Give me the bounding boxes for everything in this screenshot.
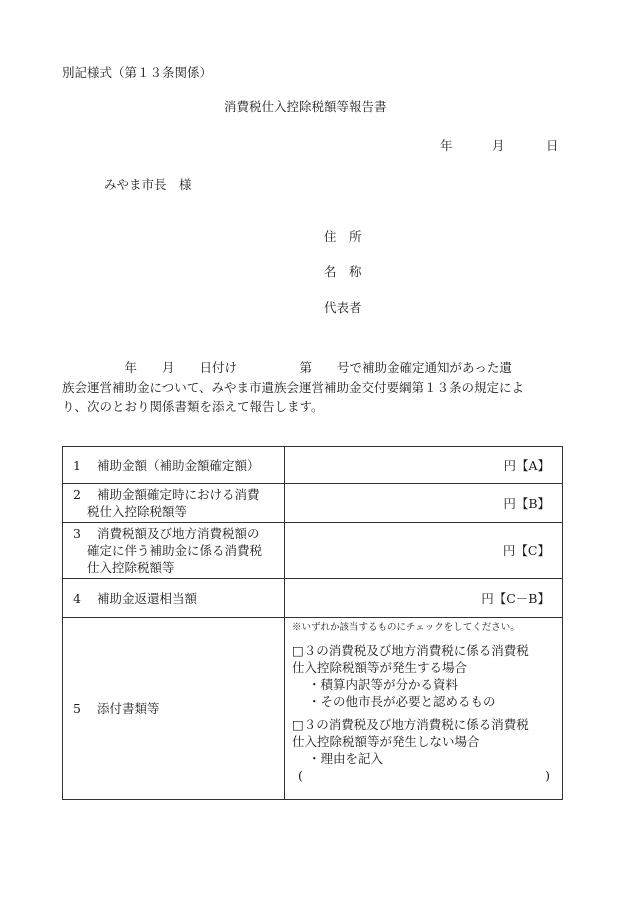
item-label: 添付書類等 [97, 701, 160, 716]
value-cell[interactable] [285, 484, 563, 523]
item-label: 税仕入控除税額等 [87, 504, 188, 519]
reason-field[interactable] [292, 767, 556, 784]
value-label: 円【C】 [502, 543, 550, 558]
item-cell [63, 618, 285, 800]
paren-close: ) [545, 768, 550, 783]
page-title: 消費税仕入控除税額等報告書 [224, 99, 387, 114]
item-cell [63, 579, 285, 618]
option-bullet: ・積算内訳等が分かる資料 [308, 677, 459, 692]
item-cell [63, 447, 285, 484]
item-cell [63, 484, 285, 523]
item-number: 1 [73, 457, 81, 473]
item-number: 5 [73, 701, 81, 716]
value-cell[interactable] [285, 579, 563, 618]
item-label: 補助金額確定時における消費 [97, 487, 260, 502]
addressee: みやま市長 様 [104, 177, 192, 192]
value-cell[interactable] [285, 447, 563, 484]
option-text: 仕入控除税額等が発生する場合 [292, 660, 468, 675]
paren-open: ( [298, 768, 303, 783]
option-bullet: ・その他市長が必要と認めるもの [308, 694, 496, 709]
value-label: 円【B】 [503, 495, 550, 511]
date-day-label: 日 [546, 138, 559, 153]
sender-name-label: 名 称 [324, 264, 362, 279]
date-month-label: 月 [492, 138, 505, 153]
item-cell [63, 523, 285, 579]
body-line: り、次のとおり関係書類を添えて報告します。 [62, 399, 324, 414]
sender-representative-label: 代表者 [324, 300, 362, 315]
attachments-note: ※いずれか該当するものにチェックをしてください。 [292, 622, 520, 633]
table-row [63, 447, 563, 484]
body-line: 年 月 日付け 第 号で補助金確定通知があった遺 [62, 360, 512, 375]
item-number: 4 [73, 590, 81, 606]
body-line: 族会運営補助金について、みやま市遺族会運営補助金交付要綱第１３条の規定によ [62, 379, 525, 395]
item-label: 消費税額及び地方消費税額の [97, 526, 260, 541]
date-year-label: 年 [440, 138, 453, 153]
option-taxable-checkbox[interactable]: □３の消費税及び地方消費税に係る消費税 [292, 643, 529, 658]
table-row [63, 579, 563, 618]
body-paragraph [62, 358, 562, 417]
value-cell[interactable] [285, 523, 563, 579]
option-nontaxable-checkbox[interactable]: □３の消費税及び地方消費税に係る消費税 [292, 717, 529, 732]
attachments-cell [285, 618, 563, 800]
item-number: 3 [73, 526, 81, 541]
table-row [63, 484, 563, 523]
item-label: 確定に伴う補助金に係る消費税 [87, 543, 263, 558]
option-text: 仕入控除税額等が発生しない場合 [292, 734, 480, 749]
item-label: 仕入控除税額等 [87, 560, 175, 575]
option-bullet: ・理由を記入 [308, 751, 384, 766]
item-label: 補助金返還相当額 [97, 590, 198, 606]
form-label: 別記様式（第１３条関係） [62, 65, 213, 80]
item-label: 補助金額（補助金額確定額） [97, 457, 260, 473]
value-label: 円【A】 [503, 457, 550, 473]
report-table [62, 446, 563, 800]
table-row [63, 523, 563, 579]
sender-address-label: 住 所 [324, 229, 362, 244]
item-number: 2 [73, 487, 81, 502]
value-label: 円【C－B】 [481, 590, 550, 606]
table-row [63, 618, 563, 800]
